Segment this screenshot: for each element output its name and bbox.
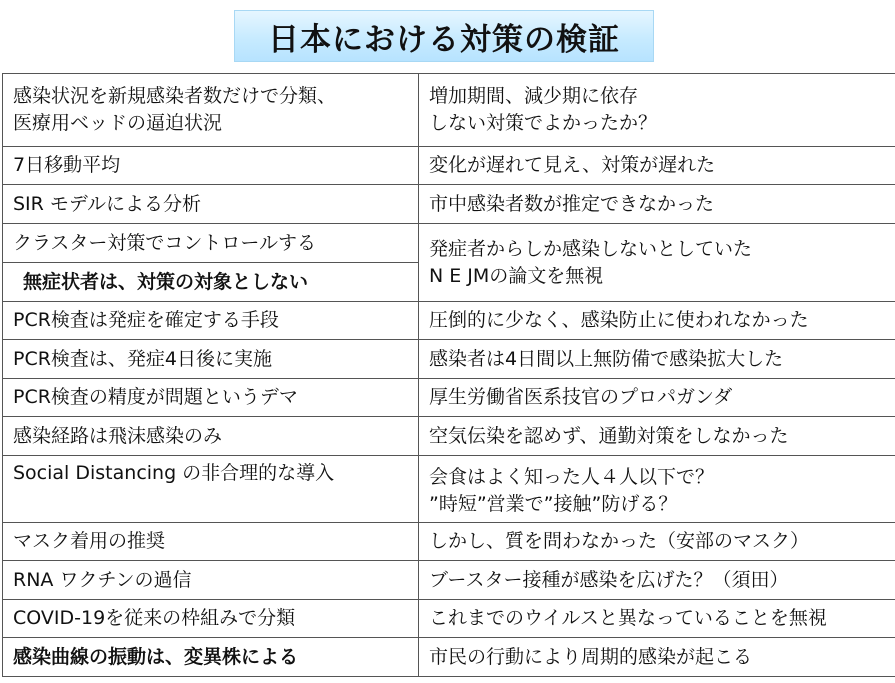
cell-text: 感染曲線の振動は、変異株による bbox=[13, 645, 299, 668]
cell-text: 厚生労働省医系技官のプロパガンダ bbox=[429, 386, 733, 408]
cell-text: RNA ワクチンの過信 bbox=[13, 568, 192, 591]
cell-text: しかし、質を問わなかった（安部のマスク） bbox=[429, 530, 810, 552]
table-cell-policy bbox=[3, 302, 419, 340]
table-cell-evaluation bbox=[419, 147, 895, 185]
cell-text: 空気伝染を認めず、通勤対策をしなかった bbox=[429, 424, 789, 447]
cell-text: クラスター対策でコントロールする bbox=[3, 224, 418, 263]
table-cell-policy bbox=[3, 523, 419, 561]
evaluation-table bbox=[2, 73, 895, 677]
cell-text: PCR検査は発症を確定する手段 bbox=[13, 309, 279, 331]
table-row bbox=[3, 379, 895, 417]
table-cell-evaluation bbox=[419, 185, 895, 224]
cell-text: これまでのウイルスと異なっていることを無視 bbox=[429, 607, 827, 629]
cell-text: 市民の行動により周期的感染が起こる bbox=[429, 645, 753, 668]
table-row bbox=[3, 523, 895, 561]
cell-text: 圧倒的に少なく、感染防止に使われなかった bbox=[429, 309, 809, 331]
table-row bbox=[3, 224, 895, 302]
cell-text: 感染者は4日間以上無防備で感染拡大した bbox=[429, 347, 784, 370]
cell-text: 増加期間、減少期に依存 bbox=[429, 85, 639, 107]
table-cell-policy bbox=[3, 147, 419, 185]
cell-text: COVID-19を従来の枠組みで分類 bbox=[13, 607, 296, 629]
cell-text: 感染状況を新規感染者数だけで分類、 bbox=[13, 85, 337, 107]
table-cell-policy bbox=[3, 224, 419, 302]
table-row bbox=[3, 340, 895, 379]
table-row bbox=[3, 147, 895, 185]
table-cell-policy bbox=[3, 456, 419, 523]
cell-text: ブースター接種が感染を広げた？（須田） bbox=[429, 568, 789, 591]
table-row bbox=[3, 600, 895, 638]
cell-text: 感染経路は飛沫感染のみ bbox=[13, 424, 223, 447]
table-cell-evaluation bbox=[419, 417, 895, 456]
table-cell-evaluation bbox=[419, 224, 895, 302]
table-row bbox=[3, 638, 895, 677]
table-cell-policy bbox=[3, 638, 419, 677]
cell-text: 発症者からしか感染しないとしていた bbox=[429, 237, 753, 260]
cell-text: Social Distancing の非合理的な導入 bbox=[13, 462, 335, 484]
cell-text: 医療用ベッドの逼迫状況 bbox=[13, 112, 223, 134]
table-cell-evaluation bbox=[419, 302, 895, 340]
table-row bbox=[3, 561, 895, 600]
table-cell-evaluation bbox=[419, 600, 895, 638]
cell-text: マスク着用の推奨 bbox=[13, 530, 166, 552]
cell-text: 変化が遅れて見え、対策が遅れた bbox=[429, 154, 716, 176]
table-cell-evaluation bbox=[419, 561, 895, 600]
table-row bbox=[3, 456, 895, 523]
cell-text: N E JMの論文を無視 bbox=[429, 264, 604, 287]
table-cell-evaluation bbox=[419, 638, 895, 677]
table-cell-policy bbox=[3, 74, 419, 147]
table-row bbox=[3, 185, 895, 224]
cell-text: SIR モデルによる分析 bbox=[13, 192, 201, 215]
table-cell-evaluation bbox=[419, 74, 895, 147]
cell-text: 無症状者は、対策の対象としない bbox=[23, 271, 309, 293]
cell-text: しない対策でよかったか？ bbox=[429, 112, 658, 134]
cell-text: 7日移動平均 bbox=[13, 154, 121, 176]
table-cell-evaluation bbox=[419, 456, 895, 523]
cell-text: 会食はよく知った人４人以下で？ bbox=[429, 465, 715, 488]
table-row bbox=[3, 417, 895, 456]
table-row bbox=[3, 74, 895, 147]
table-cell-policy bbox=[3, 379, 419, 417]
cell-text: 市中感染者数が推定できなかった bbox=[429, 192, 715, 215]
cell-text: PCR検査は、発症4日後に実施 bbox=[13, 347, 273, 370]
table-cell-evaluation bbox=[419, 523, 895, 561]
page-title: 日本における対策の検証 bbox=[268, 21, 620, 58]
table-row bbox=[3, 302, 895, 340]
table-cell-policy bbox=[3, 561, 419, 600]
title-banner bbox=[234, 10, 654, 62]
table-cell-policy bbox=[3, 417, 419, 456]
table-cell-evaluation bbox=[419, 340, 895, 379]
cell-text: ”時短”営業で”接触”防げる？ bbox=[429, 492, 678, 515]
table-cell-evaluation bbox=[419, 379, 895, 417]
table-cell-policy bbox=[3, 600, 419, 638]
table-cell-policy bbox=[3, 185, 419, 224]
cell-text: PCR検査の精度が問題というデマ bbox=[13, 386, 298, 408]
table-cell-policy bbox=[3, 340, 419, 379]
